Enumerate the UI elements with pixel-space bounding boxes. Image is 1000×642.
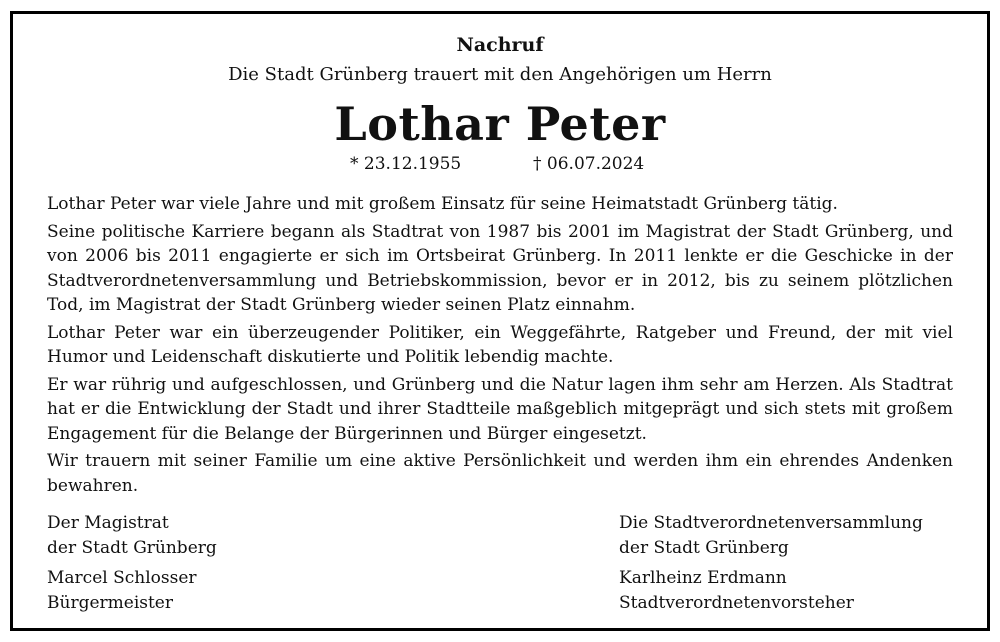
paragraph-condolence: Wir trauern mit seiner Familie um eine aktive Persönlichkeit und werden ihm ein ehrendes Andenken bewahren.: [47, 451, 953, 496]
signature-left-org-line2: der Stadt Grünberg: [47, 537, 217, 558]
birth-date: * 23.12.1955: [350, 154, 462, 174]
paragraph-intro: Lothar Peter war viele Jahre und mit großem Einsatz für seine Heimatstadt Grünberg tätig.: [47, 194, 838, 214]
deceased-name: Lothar Peter: [334, 97, 666, 151]
paragraph-career: Seine politische Karriere begann als Stadtrat von 1987 bis 2001 im Magistrat der Stadt Grünberg, und von 2006 bis 2011 engagierte er sich im Ortsbeirat Grünberg. In 2011 lenkte er die Geschicke in der Stadtverordnetenversammlung und Betriebskommission, bevor er in 2012, bis zu seinem plötzlichen Tod, im Magistrat der Stadt Grünberg wieder seinen Platz einnahm.: [47, 221, 953, 315]
signature-right-org-line2: der Stadt Grünberg: [619, 537, 789, 558]
signature-right-person: [619, 566, 854, 615]
obituary-frame: [10, 11, 990, 631]
death-date: † 06.07.2024: [533, 154, 645, 174]
signature-left-org-line1: Der Magistrat: [47, 513, 169, 533]
obituary-heading: Nachruf: [456, 34, 544, 56]
paragraph-character: Lothar Peter war ein überzeugender Politiker, ein Weggefährte, Ratgeber und Freund, der mit viel Humor und Leidenschaft diskutierte und Politik lebendig machte.: [47, 322, 953, 367]
signature-right-organization: [619, 511, 923, 560]
signature-left-name: Marcel Schlosser: [47, 568, 197, 588]
signature-left-person: [47, 566, 197, 615]
paragraph-engagement: Er war rührig und aufgeschlossen, und Grünberg und die Natur lagen ihm sehr am Herzen. Als Stadtrat hat er die Entwicklung der Stadt und ihrer Stadtteile maßgeblich mitgeprägt und sich stets mit großem Engagement für die Belange der Bürgerinnen und Bürger eingesetzt.: [47, 374, 953, 444]
signature-left-role: Bürgermeister: [47, 592, 173, 613]
obituary-subtitle: Die Stadt Grünberg trauert mit den Angehörigen um Herrn: [228, 64, 772, 85]
signature-left-organization: [47, 511, 217, 560]
signature-right-role: Stadtverordnetenvorsteher: [619, 592, 854, 613]
signature-right-org-line1: Die Stadtverordnetenversammlung: [619, 513, 923, 533]
obituary-text: [47, 192, 953, 501]
signature-right-name: Karlheinz Erdmann: [619, 568, 787, 588]
